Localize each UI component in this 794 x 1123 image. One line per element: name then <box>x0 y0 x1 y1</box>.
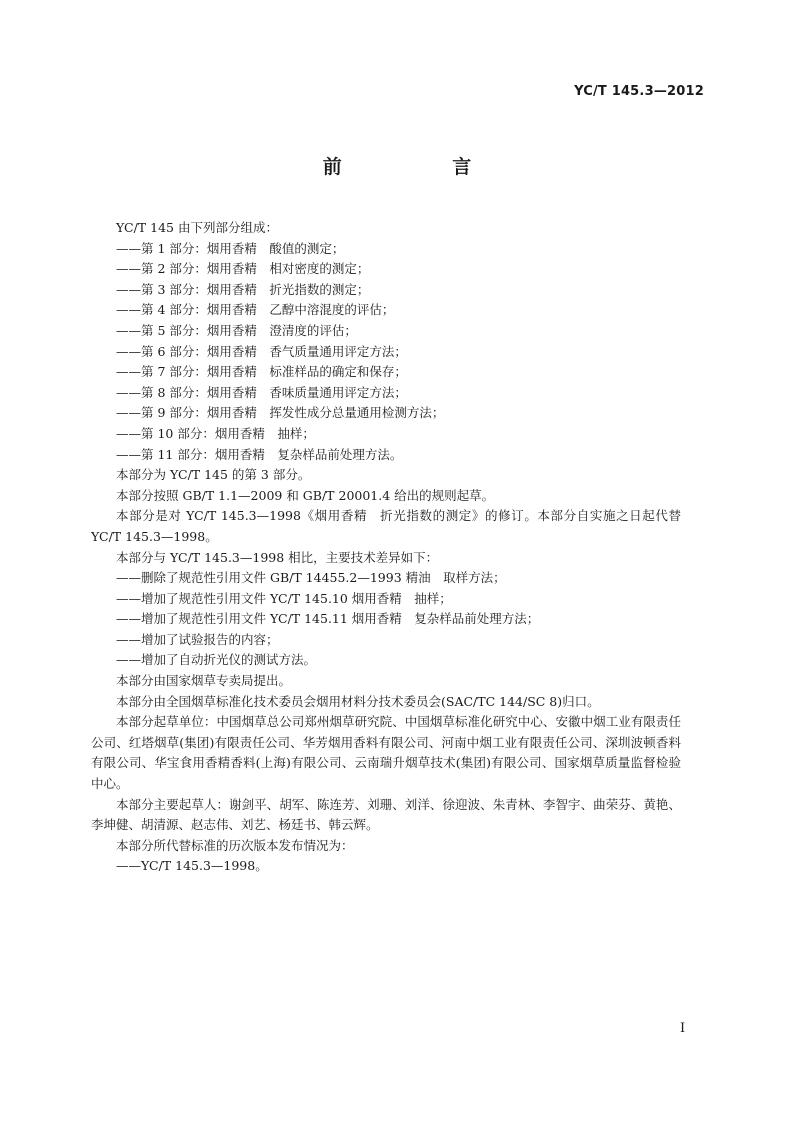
list-item-part-5: ——第 5 部分：烟用香精 澄清度的评估； <box>116 322 357 338</box>
paragraph-drafting-rules: 本部分按照 GB/T 1.1—2009 和 GB/T 20001.4 给出的规则起草。 <box>116 487 495 503</box>
paragraph-centralized-by: 本部分由全国烟草标准化技术委员会烟用材料分技术委员会(SAC/TC 144/SC 8)归口。 <box>116 693 600 709</box>
list-item-part-10: ——第 10 部分：烟用香精 抽样； <box>116 425 315 441</box>
list-item-difference-2: ——增加了规范性引用文件 YC/T 145.10 烟用香精 抽样； <box>116 590 452 606</box>
paragraph-intro: YC/T 145 由下列部分组成： <box>116 220 278 235</box>
list-item-part-7: ——第 7 部分：烟用香精 标准样品的确定和保存； <box>116 364 407 380</box>
list-item-history-1: ——YC/T 145.3—1998。 <box>116 858 268 874</box>
list-item-part-3: ——第 3 部分：烟用香精 折光指数的测定； <box>116 281 370 297</box>
page-number: I <box>680 1021 686 1036</box>
paragraph-part-statement: 本部分为 YC/T 145 的第 3 部分。 <box>116 467 311 483</box>
standard-code: YC/T 145.3—2012 <box>574 84 704 99</box>
page-title: 前 言 <box>322 156 524 178</box>
paragraph-drafters: 本部分主要起草人：谢剑平、胡军、陈连芳、刘珊、刘洋、徐迎波、朱青林、李智宇、曲荣芬、黄艳、李坤健、胡清源、赵志伟、刘艺、杨廷书、韩云辉。 <box>91 796 681 833</box>
paragraph-differences-intro: 本部分与 YC/T 145.3—1998 相比，主要技术差异如下： <box>116 549 439 565</box>
list-item-difference-1: ——删除了规范性引用文件 GB/T 14455.2—1993 精油 取样方法； <box>116 570 506 586</box>
paragraph-history-intro: 本部分所代替标准的历次版本发布情况为： <box>116 837 354 853</box>
list-item-difference-4: ——增加了试验报告的内容； <box>116 631 279 647</box>
list-item-difference-5: ——增加了自动折光仪的测试方法。 <box>116 652 317 668</box>
list-item-part-2: ——第 2 部分：烟用香精 相对密度的测定； <box>116 261 370 277</box>
list-item-part-4: ——第 4 部分：烟用香精 乙醇中溶混度的评估； <box>116 302 395 318</box>
list-item-part-1: ——第 1 部分：烟用香精 酸值的测定； <box>116 240 345 256</box>
paragraph-revision: 本部分是对 YC/T 145.3—1998《烟用香精 折光指数的测定》的修订。本部分自实施之日起代替 YC/T 145.3—1998。 <box>91 508 681 544</box>
foreword-body <box>91 218 681 877</box>
paragraph-proposed-by: 本部分由国家烟草专卖局提出。 <box>116 673 292 689</box>
list-item-difference-3: ——增加了规范性引用文件 YC/T 145.11 烟用香精 复杂样品前处理方法； <box>116 611 540 627</box>
list-item-part-9: ——第 9 部分：烟用香精 挥发性成分总量通用检测方法； <box>116 405 445 421</box>
list-item-part-11: ——第 11 部分：烟用香精 复杂样品前处理方法。 <box>116 446 403 462</box>
list-item-part-8: ——第 8 部分：烟用香精 香味质量通用评定方法； <box>116 384 407 400</box>
paragraph-drafting-units: 本部分起草单位：中国烟草总公司郑州烟草研究院、中国烟草标准化研究中心、安徽中烟工业有限责任公司、红塔烟草(集团)有限责任公司、华芳烟用香料有限公司、河南中烟工业有限责任公司、深圳波顿香料有限公司、华宝食用香精香料(上海)有限公司、云南瑞升烟草技术(集团)有限公司、国家烟草质量监督检验中心。 <box>91 714 681 792</box>
list-item-part-6: ——第 6 部分：烟用香精 香气质量通用评定方法； <box>116 343 407 359</box>
